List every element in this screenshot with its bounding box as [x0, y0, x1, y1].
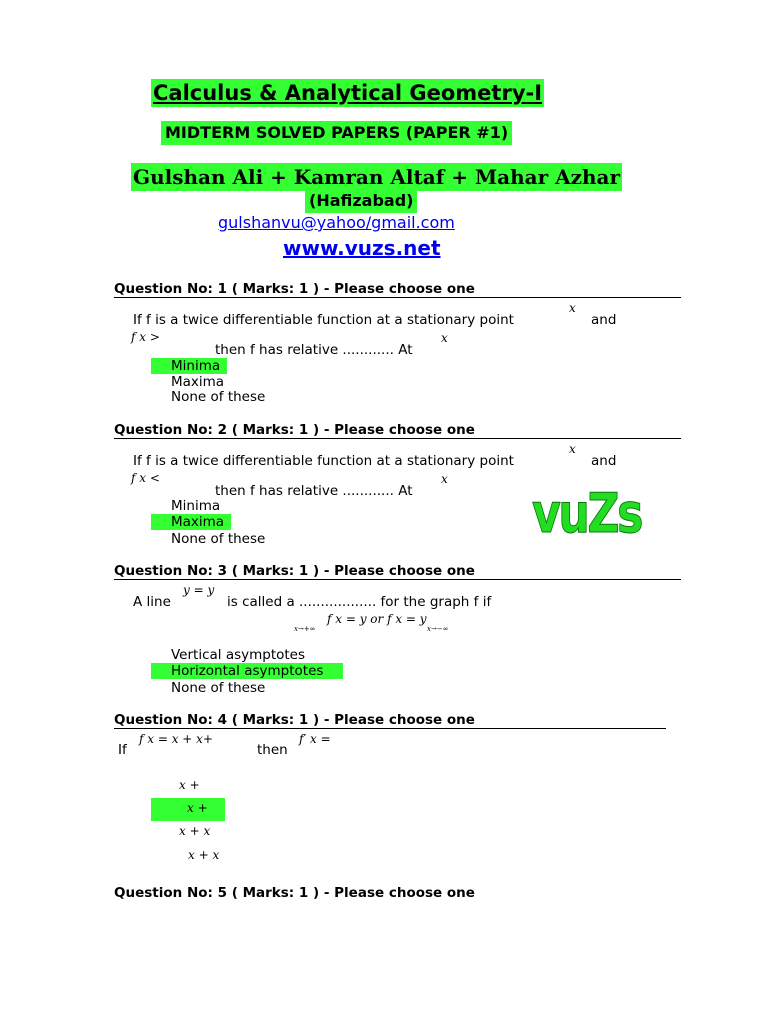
q3-math-y: y = y	[183, 583, 215, 597]
question-1-heading: Question No: 1 ( Marks: 1 ) - Please choose one	[114, 281, 475, 297]
q2-text-line2: then f has relative ............ At	[215, 483, 413, 499]
q3-math-limits: f x = y or f x = y	[327, 612, 427, 626]
q3-option-none[interactable]: None of these	[171, 680, 266, 696]
q1-option-none[interactable]: None of these	[171, 389, 266, 405]
q3-option-horizontal[interactable]: Horizontal asymptotes	[151, 663, 343, 679]
q2-math-x2: x	[441, 472, 448, 486]
website-link[interactable]: www.vuzs.net	[283, 236, 441, 260]
q1-text-and: and	[591, 312, 617, 328]
question-4-heading: Question No: 4 ( Marks: 1 ) - Please choose one	[114, 712, 475, 728]
question-5-heading: Question No: 5 ( Marks: 1 ) - Please choose one	[114, 885, 475, 901]
q4-math-f: f x = x + x+	[139, 732, 213, 746]
q4-option-d[interactable]: x + x	[188, 848, 220, 862]
q4-option-a[interactable]: x +	[179, 778, 200, 792]
q2-math-x1: x	[569, 442, 576, 456]
q2-option-maxima[interactable]: Maxima	[151, 514, 231, 530]
q4-option-c[interactable]: x + x	[179, 824, 211, 838]
q2-option-minima[interactable]: Minima	[171, 498, 221, 514]
q1-text-line2: then f has relative ............ At	[215, 342, 413, 358]
q4-math-fprime: f′ x =	[299, 732, 331, 746]
question-2-rule	[114, 438, 681, 439]
q2-text-line1: If f is a twice differentiable function at a stationary point	[133, 453, 514, 469]
q1-math-x1: x	[569, 301, 576, 315]
q3-limit-minus-infinity: x→−∞	[427, 625, 449, 633]
q1-option-minima[interactable]: Minima	[151, 358, 227, 374]
q2-math-f: f x <	[131, 471, 160, 485]
q3-limit-plus-infinity: x→+∞	[294, 625, 316, 633]
q1-option-maxima[interactable]: Maxima	[171, 374, 225, 390]
q3-option-vertical[interactable]: Vertical asymptotes	[171, 647, 306, 663]
authors: Gulshan Ali + Kamran Altaf + Mahar Azhar	[133, 165, 620, 189]
q2-text-and: and	[591, 453, 617, 469]
document-title: Calculus & Analytical Geometry-I	[153, 81, 543, 105]
q1-text-line1: If f is a twice differentiable function at a stationary point	[133, 312, 514, 328]
question-2-heading: Question No: 2 ( Marks: 1 ) - Please choose one	[114, 422, 475, 438]
q1-math-f: f x >	[131, 330, 160, 344]
email-link[interactable]: gulshanvu@yahoo/gmail.com	[218, 213, 455, 232]
q3-text-a: A line	[133, 594, 171, 610]
question-3-heading: Question No: 3 ( Marks: 1 ) - Please choose one	[114, 563, 475, 579]
q3-text-b: is called a .................. for the graph f if	[227, 594, 492, 610]
q2-option-none[interactable]: None of these	[171, 531, 266, 547]
question-3-rule	[114, 579, 681, 580]
q4-option-b[interactable]: x +	[151, 798, 225, 821]
q4-text-if: If	[118, 742, 127, 758]
q4-text-then: then	[257, 742, 288, 758]
q1-math-x2: x	[441, 331, 448, 345]
question-1-rule	[114, 297, 681, 298]
vuzs-logo: vuZs	[532, 482, 642, 545]
document-subtitle: MIDTERM SOLVED PAPERS (PAPER #1)	[161, 121, 512, 145]
city: (Hafizabad)	[305, 189, 417, 213]
question-4-rule	[114, 728, 666, 729]
